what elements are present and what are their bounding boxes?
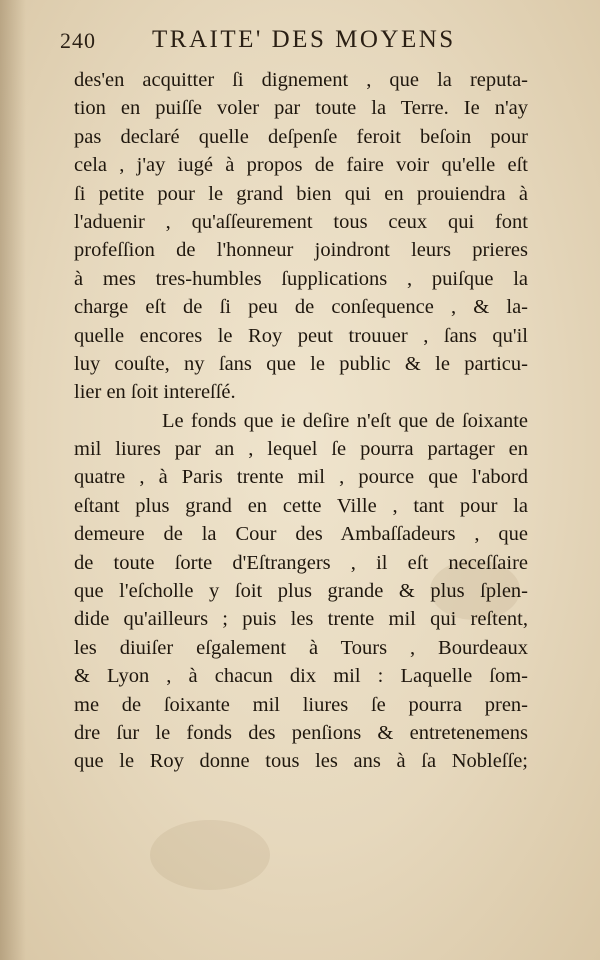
page-header	[60, 26, 540, 60]
text-line: mil liures par an , lequel ſe pourra partager en	[74, 438, 528, 461]
text-line: quelle encores le Roy peut trouuer , ſans qu'il	[74, 324, 528, 347]
text-line: l'aduenir , qu'aſſeurement tous ceux qui font	[74, 210, 528, 233]
body-text	[74, 66, 528, 776]
text-line: & Lyon , à chacun dix mil : Laquelle ſom-	[74, 665, 528, 688]
text-line: dide qu'ailleurs ; puis les trente mil qui reſtent,	[74, 608, 528, 631]
running-title: TRAITE' DES MOYENS	[152, 26, 456, 53]
text-line: de toute ſorte d'Eſtrangers , il eſt neceſſaire	[74, 551, 528, 574]
text-line: me de ſoixante mil liures ſe pourra pren-	[74, 693, 528, 716]
text-line: cela , j'ay iugé à propos de faire voir qu'elle eſt	[74, 154, 528, 177]
text-line: eſtant plus grand en cette Ville , tant pour la	[74, 494, 528, 517]
text-line: luy couſte, ny ſans que le public & le particu-	[74, 352, 528, 375]
text-line: quatre , à Paris trente mil , pource que l'abord	[74, 466, 528, 489]
text-line: charge eſt de ſi peu de conſequence , & la-	[74, 296, 528, 319]
text-line: ſi petite pour le grand bien qui en prouiendra à	[74, 182, 528, 205]
text-line: pas declaré quelle deſpenſe feroit beſoin pour	[74, 125, 528, 148]
text-line: dre ſur le fonds des penſions & entretenemens	[74, 721, 528, 744]
text-line: à mes tres-humbles ſupplications , puiſque la	[74, 267, 528, 290]
text-line: profeſſion de l'honneur joindront leurs prieres	[74, 239, 528, 262]
paper-stain	[150, 820, 270, 890]
text-line: que l'eſcholle y ſoit plus grande & plus ſplen-	[74, 580, 528, 603]
paragraph-first-line: Le fonds que ie deſire n'eſt que de ſoixante	[162, 409, 528, 432]
page-number: 240	[60, 28, 96, 53]
text-line: demeure de la Cour des Ambaſſadeurs , que	[74, 523, 528, 546]
text-line: des'en acquitter ſi dignement , que la reputa-	[74, 69, 528, 91]
text-line: que le Roy donne tous les ans à ſa Nobleſſe;	[74, 750, 528, 773]
text-line: lier en ſoit intereſſé.	[74, 381, 236, 404]
text-line: les diuiſer eſgalement à Tours , Bourdeaux	[74, 636, 528, 659]
text-line: tion en puiſſe voler par toute la Terre. Ie n'ay	[74, 97, 528, 120]
